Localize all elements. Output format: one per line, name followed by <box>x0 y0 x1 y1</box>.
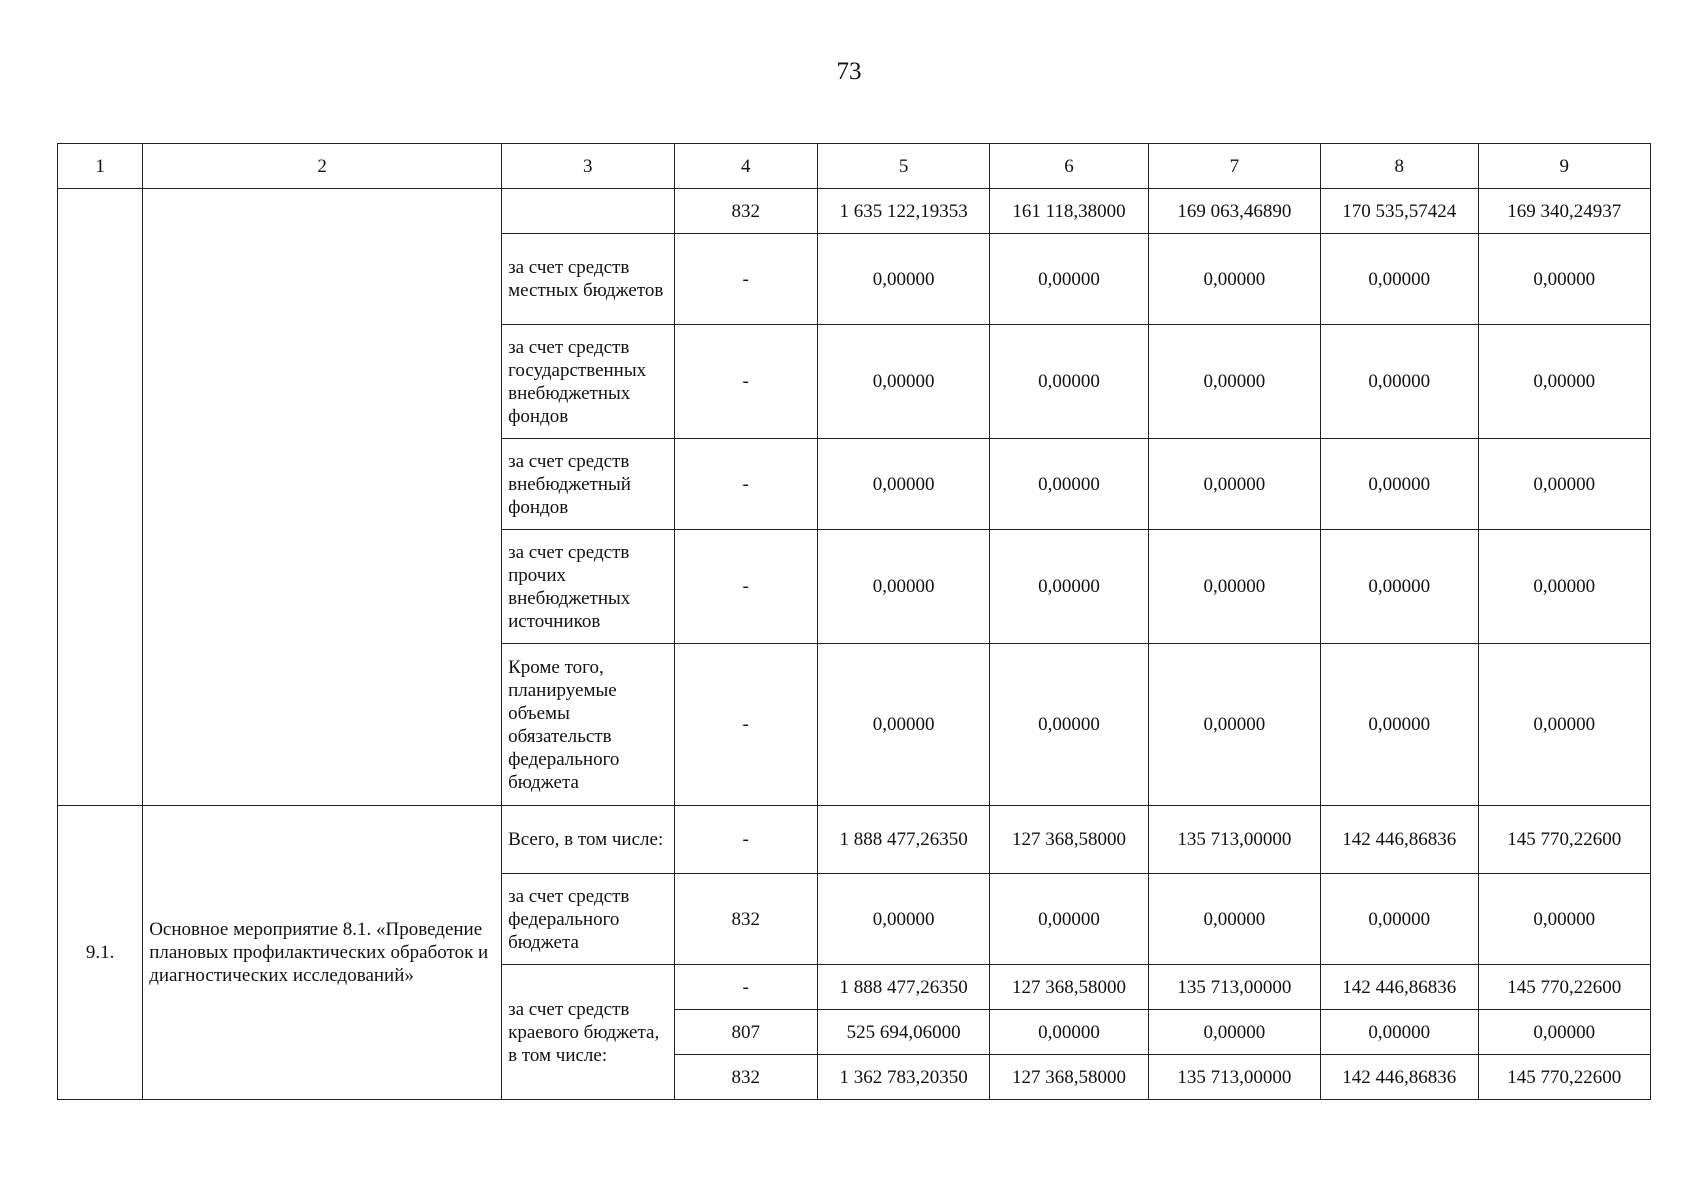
value-cell: 142 446,86836 <box>1321 806 1478 874</box>
header-cell: 1 <box>58 144 143 189</box>
value-cell: 0,00000 <box>817 644 989 806</box>
header-cell: 8 <box>1321 144 1478 189</box>
value-cell: 0,00000 <box>1148 644 1320 806</box>
header-row <box>58 144 1651 189</box>
header-cell: 5 <box>817 144 989 189</box>
value-cell: 170 535,57424 <box>1321 189 1478 234</box>
code-cell: - <box>674 325 817 439</box>
value-cell: 0,00000 <box>1148 874 1320 965</box>
header-cell: 2 <box>143 144 502 189</box>
value-cell: 0,00000 <box>1478 874 1651 965</box>
budget-table <box>57 143 1651 1100</box>
value-cell: 0,00000 <box>1321 874 1478 965</box>
header-cell: 9 <box>1478 144 1651 189</box>
value-cell: 127 368,58000 <box>990 1055 1148 1100</box>
value-cell: 145 770,22600 <box>1478 806 1651 874</box>
code-cell: - <box>674 530 817 644</box>
value-cell: 0,00000 <box>990 874 1148 965</box>
source-cell: за счет средств краевого бюджета, в том числе: <box>502 965 674 1100</box>
page-number: 73 <box>836 58 862 85</box>
value-cell: 135 713,00000 <box>1148 806 1320 874</box>
value-cell: 0,00000 <box>1321 644 1478 806</box>
value-cell: 145 770,22600 <box>1478 965 1651 1010</box>
source-cell: Всего, в том числе: <box>502 806 674 874</box>
value-cell: 0,00000 <box>1148 325 1320 439</box>
source-cell: за счет средств государственных внебюджетных фондов <box>502 325 674 439</box>
table-row <box>58 189 1651 234</box>
value-cell: 0,00000 <box>817 530 989 644</box>
code-cell: - <box>674 644 817 806</box>
value-cell: 142 446,86836 <box>1321 1055 1478 1100</box>
code-cell: 832 <box>674 189 817 234</box>
code-cell: 832 <box>674 1055 817 1100</box>
value-cell: 0,00000 <box>817 234 989 325</box>
value-cell: 0,00000 <box>1321 234 1478 325</box>
value-cell: 0,00000 <box>1321 439 1478 530</box>
value-cell: 1 888 477,26350 <box>817 965 989 1010</box>
value-cell: 161 118,38000 <box>990 189 1148 234</box>
value-cell: 0,00000 <box>1148 530 1320 644</box>
value-cell: 0,00000 <box>817 439 989 530</box>
event-name-cell <box>143 189 502 806</box>
value-cell: 135 713,00000 <box>1148 965 1320 1010</box>
code-cell: 807 <box>674 1010 817 1055</box>
source-cell: за счет средств внебюджетный фондов <box>502 439 674 530</box>
value-cell: 0,00000 <box>1321 530 1478 644</box>
header-cell: 6 <box>990 144 1148 189</box>
header-cell: 4 <box>674 144 817 189</box>
value-cell: 0,00000 <box>817 325 989 439</box>
table-row <box>58 806 1651 874</box>
value-cell: 1 635 122,19353 <box>817 189 989 234</box>
value-cell: 0,00000 <box>990 325 1148 439</box>
value-cell: 145 770,22600 <box>1478 1055 1651 1100</box>
value-cell: 0,00000 <box>1478 439 1651 530</box>
header-cell: 7 <box>1148 144 1320 189</box>
source-cell <box>502 189 674 234</box>
value-cell: 127 368,58000 <box>990 965 1148 1010</box>
value-cell: 127 368,58000 <box>990 806 1148 874</box>
value-cell: 0,00000 <box>817 874 989 965</box>
source-cell: Кроме того, планируемые объемы обязательств федерального бюджета <box>502 644 674 806</box>
value-cell: 169 063,46890 <box>1148 189 1320 234</box>
code-cell: - <box>674 806 817 874</box>
row-number-cell <box>58 189 143 806</box>
value-cell: 0,00000 <box>1148 234 1320 325</box>
value-cell: 0,00000 <box>1478 325 1651 439</box>
source-cell: за счет средств местных бюджетов <box>502 234 674 325</box>
value-cell: 525 694,06000 <box>817 1010 989 1055</box>
value-cell: 1 888 477,26350 <box>817 806 989 874</box>
code-cell: 832 <box>674 874 817 965</box>
value-cell: 0,00000 <box>1478 644 1651 806</box>
value-cell: 0,00000 <box>1478 234 1651 325</box>
value-cell: 0,00000 <box>990 644 1148 806</box>
row-number-cell: 9.1. <box>58 806 143 1100</box>
value-cell: 0,00000 <box>990 530 1148 644</box>
value-cell: 0,00000 <box>1478 530 1651 644</box>
value-cell: 0,00000 <box>1148 1010 1320 1055</box>
value-cell: 0,00000 <box>990 439 1148 530</box>
value-cell: 169 340,24937 <box>1478 189 1651 234</box>
event-name-cell: Основное мероприятие 8.1. «Проведение плановых профилактических обработок и диагностических исследований» <box>143 806 502 1100</box>
value-cell: 0,00000 <box>990 234 1148 325</box>
header-cell: 3 <box>502 144 674 189</box>
value-cell: 0,00000 <box>1321 1010 1478 1055</box>
value-cell: 142 446,86836 <box>1321 965 1478 1010</box>
code-cell: - <box>674 234 817 325</box>
value-cell: 0,00000 <box>1148 439 1320 530</box>
value-cell: 0,00000 <box>1321 325 1478 439</box>
value-cell: 1 362 783,20350 <box>817 1055 989 1100</box>
code-cell: - <box>674 965 817 1010</box>
value-cell: 0,00000 <box>990 1010 1148 1055</box>
value-cell: 135 713,00000 <box>1148 1055 1320 1100</box>
code-cell: - <box>674 439 817 530</box>
value-cell: 0,00000 <box>1478 1010 1651 1055</box>
source-cell: за счет средств федерального бюджета <box>502 874 674 965</box>
source-cell: за счет средств прочих внебюджетных источников <box>502 530 674 644</box>
